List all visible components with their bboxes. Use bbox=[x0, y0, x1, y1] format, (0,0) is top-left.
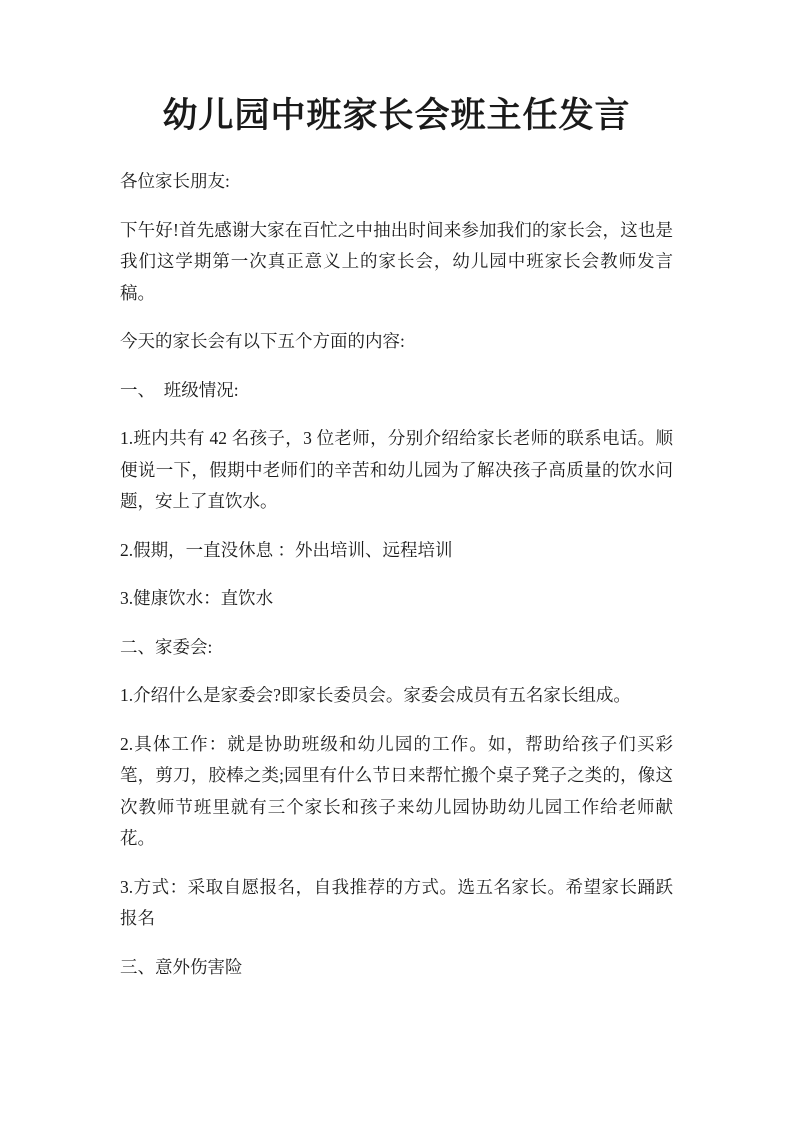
paragraph-section2-item1: 1.介绍什么是家委会?即家长委员会。家委会成员有五名家长组成。 bbox=[120, 685, 631, 705]
paragraph-section1-heading: 一、 班级情况: bbox=[120, 379, 239, 400]
paragraph-section1-item3: 3.健康饮水：直饮水 bbox=[120, 588, 274, 608]
paragraph-agenda-intro: 今天的家长会有以下五个方面的内容: bbox=[120, 331, 405, 351]
document-title: 幼儿园中班家长会班主任发言 bbox=[162, 96, 631, 135]
paragraph-section3-heading: 三、意外伤害险 bbox=[120, 956, 243, 977]
paragraph-section2-item3: 3.方式：采取自愿报名，自我推荐的方式。选五名家长。希望家长踊跃报名 bbox=[120, 876, 673, 928]
paragraph-section1-item2: 2.假期，一直没休息 ：外出培训、远程培训 bbox=[120, 539, 453, 560]
paragraph-salutation: 各位家长朋友: bbox=[120, 171, 230, 191]
paragraph-greeting: 下午好!首先感谢大家在百忙之中抽出时间来参加我们的家长会，这也是我们这学期第一次真正意义上的家长会，幼儿园中班家长会教师发言稿。 bbox=[120, 219, 673, 303]
paragraph-section2-heading: 二、家委会: bbox=[120, 636, 213, 657]
paragraph-section2-item2: 2.具体工作：就是协助班级和幼儿园的工作。如，帮助给孩子们买彩笔，剪刀，胶棒之类;园里有什么节日来帮忙搬个桌子凳子之类的，像这次教师节班里就有三个家长和孩子来幼儿园协助幼儿园工作给老师献花。 bbox=[120, 733, 673, 848]
paragraph-section1-item1: 1.班内共有 42 名孩子，3 位老师，分别介绍给家长老师的联系电话。顺便说一下，假期中老师们的辛苦和幼儿园为了解决孩子高质量的饮水问题，安上了直饮水。 bbox=[120, 428, 673, 511]
